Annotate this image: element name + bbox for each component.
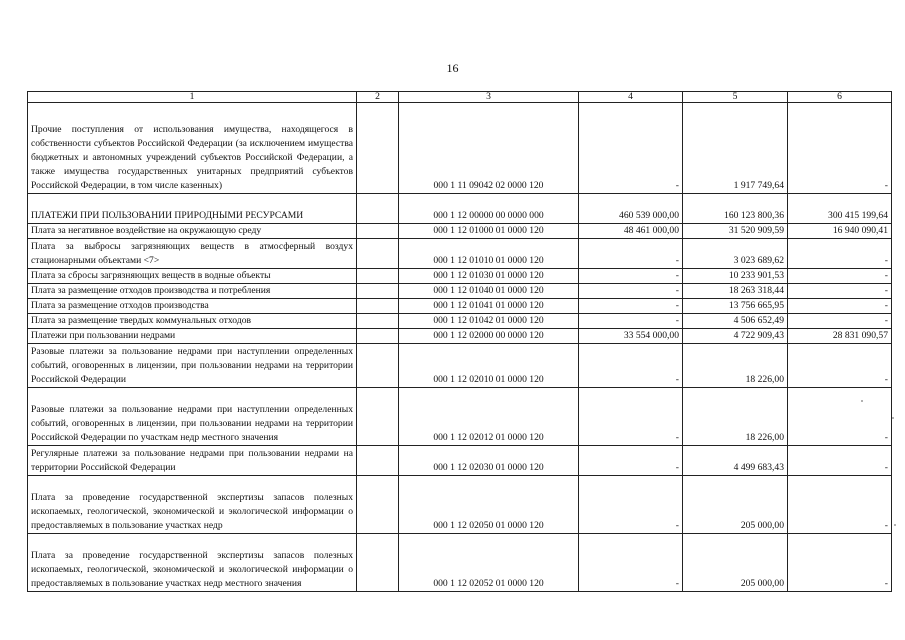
row-code: 000 1 11 09042 02 0000 120 — [399, 103, 579, 194]
table-row — [28, 388, 892, 446]
row-name: Плата за выбросы загрязняющих веществ в атмосферный воздух стационарными объектами <7> — [28, 239, 357, 269]
row-col2 — [357, 103, 399, 194]
row-col4: - — [579, 446, 683, 476]
row-col6: 16 940 090,41 — [788, 224, 892, 239]
row-name: ПЛАТЕЖИ ПРИ ПОЛЬЗОВАНИИ ПРИРОДНЫМИ РЕСУРСАМИ — [28, 194, 357, 224]
row-col6: 28 831 090,57 — [788, 329, 892, 344]
row-name: Плата за размещение отходов производства и потребления — [28, 284, 357, 299]
header-cell-2: 2 — [357, 92, 399, 103]
table-row — [28, 269, 892, 284]
table-row — [28, 314, 892, 329]
table-row — [28, 534, 892, 592]
scan-speck — [861, 400, 863, 402]
row-col6: - — [788, 299, 892, 314]
row-code: 000 1 12 00000 00 0000 000 — [399, 194, 579, 224]
row-col2 — [357, 344, 399, 388]
row-name: Разовые платежи за пользование недрами при наступлении определенных событий, оговоренных в лицензии, при пользовании недрами на территории Российской Федерации по участкам недр местного значения — [28, 388, 357, 446]
row-col5: 10 233 901,53 — [683, 269, 788, 284]
header-cell-1: 1 — [28, 92, 357, 103]
row-code: 000 1 12 01042 01 0000 120 — [399, 314, 579, 329]
table-row — [28, 194, 892, 224]
row-code: 000 1 12 01030 01 0000 120 — [399, 269, 579, 284]
row-col4: - — [579, 239, 683, 269]
table-row — [28, 476, 892, 534]
row-code: 000 1 12 02030 01 0000 120 — [399, 446, 579, 476]
row-col6: - — [788, 103, 892, 194]
row-col4: - — [579, 344, 683, 388]
row-code: 000 1 12 02050 01 0000 120 — [399, 476, 579, 534]
row-col5: 18 226,00 — [683, 344, 788, 388]
row-name: Плата за размещение отходов производства — [28, 299, 357, 314]
row-col4: - — [579, 534, 683, 592]
row-code: 000 1 12 02012 01 0000 120 — [399, 388, 579, 446]
row-col5: 31 520 909,59 — [683, 224, 788, 239]
row-col2 — [357, 534, 399, 592]
row-col6: - — [788, 284, 892, 299]
row-name: Разовые платежи за пользование недрами при наступлении определенных событий, оговоренных в лицензии, при пользовании недрами на территории Российской Федерации — [28, 344, 357, 388]
row-col2 — [357, 224, 399, 239]
row-col2 — [357, 476, 399, 534]
row-col6: 300 415 199,64 — [788, 194, 892, 224]
row-col2 — [357, 284, 399, 299]
row-col2 — [357, 299, 399, 314]
row-name: Плата за сбросы загрязняющих веществ в водные объекты — [28, 269, 357, 284]
row-name: Плата за размещение твердых коммунальных отходов — [28, 314, 357, 329]
row-col6: - — [788, 446, 892, 476]
row-col5: 160 123 800,36 — [683, 194, 788, 224]
row-code: 000 1 12 02052 01 0000 120 — [399, 534, 579, 592]
row-code: 000 1 12 01000 01 0000 120 — [399, 224, 579, 239]
row-col5: 18 263 318,44 — [683, 284, 788, 299]
scan-speck — [894, 524, 896, 526]
table-row — [28, 239, 892, 269]
row-col6: - — [788, 534, 892, 592]
table-row — [28, 299, 892, 314]
row-col5: 4 506 652,49 — [683, 314, 788, 329]
row-col4: 460 539 000,00 — [579, 194, 683, 224]
header-cell-5: 5 — [683, 92, 788, 103]
header-cell-6: 6 — [788, 92, 892, 103]
row-col6: - — [788, 476, 892, 534]
row-col6: - — [788, 388, 892, 446]
row-name: Плата за негативное воздействие на окружающую среду — [28, 224, 357, 239]
table-row — [28, 344, 892, 388]
row-col4: - — [579, 299, 683, 314]
row-code: 000 1 12 01010 01 0000 120 — [399, 239, 579, 269]
row-code: 000 1 12 02000 00 0000 120 — [399, 329, 579, 344]
row-col5: 4 499 683,43 — [683, 446, 788, 476]
row-col4: 48 461 000,00 — [579, 224, 683, 239]
row-col2 — [357, 388, 399, 446]
row-col5: 18 226,00 — [683, 388, 788, 446]
row-col5: 205 000,00 — [683, 534, 788, 592]
row-col5: 205 000,00 — [683, 476, 788, 534]
table-row — [28, 224, 892, 239]
row-name: Прочие поступления от использования имущества, находящегося в собственности субъектов Российской Федерации (за исключением имущества бюджетных и автономных учреждений субъектов Российской Федерации, а также имущества государственных унитарных предприятий субъектов Российской Федерации, в том числе казенных) — [28, 103, 357, 194]
header-cell-4: 4 — [579, 92, 683, 103]
row-col6: - — [788, 314, 892, 329]
row-col4: - — [579, 284, 683, 299]
table-row — [28, 103, 892, 194]
row-name: Платежи при пользовании недрами — [28, 329, 357, 344]
page-number: 16 — [446, 61, 459, 75]
row-col2 — [357, 269, 399, 284]
row-col5: 13 756 665,95 — [683, 299, 788, 314]
row-col4: - — [579, 103, 683, 194]
row-col4: - — [579, 476, 683, 534]
header-cell-3: 3 — [399, 92, 579, 103]
row-name: Плата за проведение государственной экспертизы запасов полезных ископаемых, геологической, экономической и экологической информации о предоставляемых в пользование участках недр — [28, 476, 357, 534]
table-row — [28, 284, 892, 299]
scan-speck — [892, 417, 894, 419]
row-col4: 33 554 000,00 — [579, 329, 683, 344]
row-code: 000 1 12 02010 01 0000 120 — [399, 344, 579, 388]
row-col6: - — [788, 239, 892, 269]
row-code: 000 1 12 01041 01 0000 120 — [399, 299, 579, 314]
row-col2 — [357, 446, 399, 476]
row-col2 — [357, 194, 399, 224]
table-row — [28, 446, 892, 476]
row-col5: 4 722 909,43 — [683, 329, 788, 344]
budget-revenue-table — [27, 91, 892, 592]
row-col5: 3 023 689,62 — [683, 239, 788, 269]
row-name: Плата за проведение государственной экспертизы запасов полезных ископаемых, геологической, экономической и экологической информации о предоставляемых в пользование участках недр местного значения — [28, 534, 357, 592]
row-col6: - — [788, 344, 892, 388]
row-col4: - — [579, 269, 683, 284]
row-code: 000 1 12 01040 01 0000 120 — [399, 284, 579, 299]
row-col6: - — [788, 269, 892, 284]
table-row — [28, 329, 892, 344]
row-col4: - — [579, 314, 683, 329]
row-col4: - — [579, 388, 683, 446]
row-col5: 1 917 749,64 — [683, 103, 788, 194]
row-col2 — [357, 314, 399, 329]
table-header-row — [28, 92, 892, 103]
row-name: Регулярные платежи за пользование недрами при пользовании недрами на территории Российской Федерации — [28, 446, 357, 476]
row-col2 — [357, 329, 399, 344]
row-col2 — [357, 239, 399, 269]
